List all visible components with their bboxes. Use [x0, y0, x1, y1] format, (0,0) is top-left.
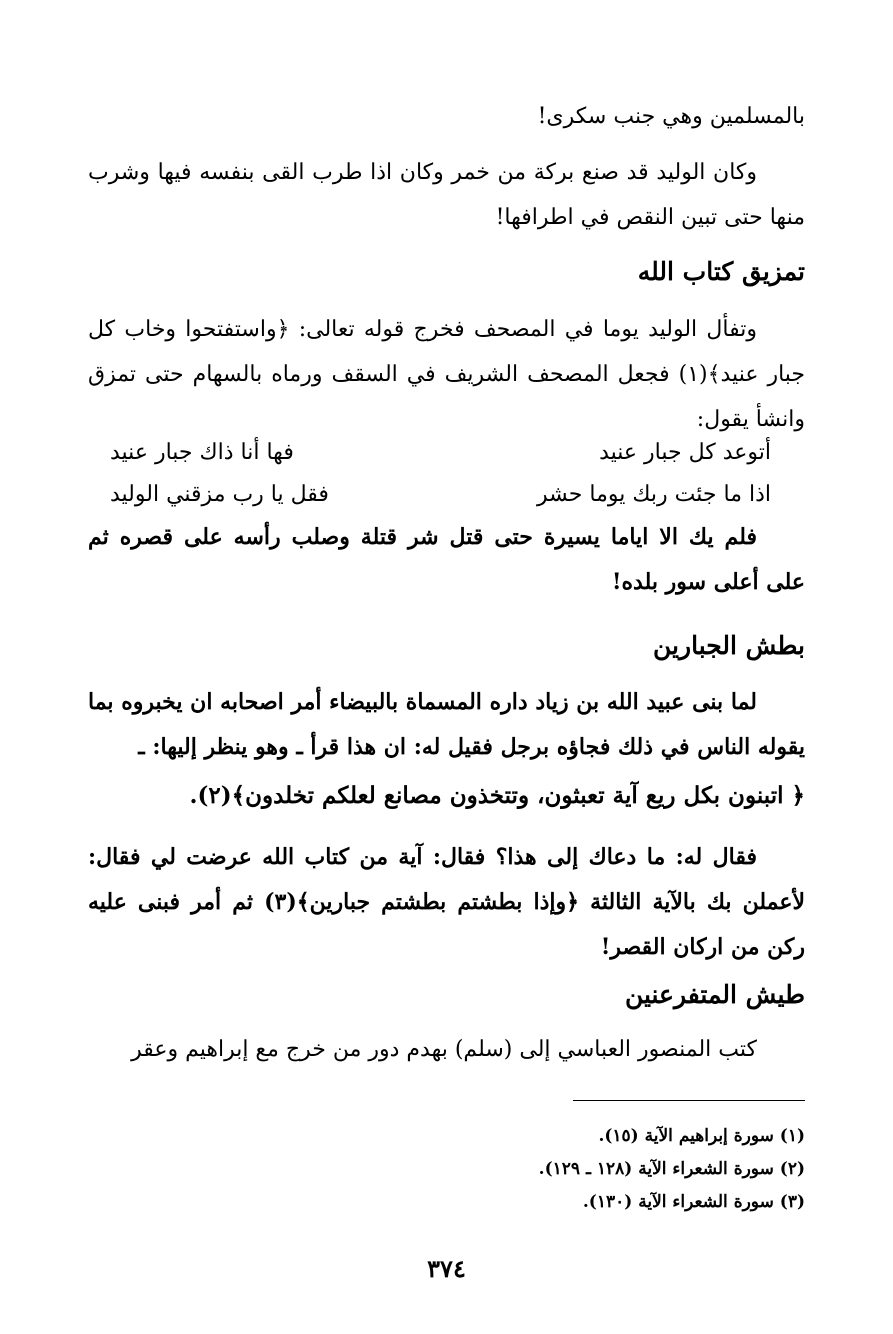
paragraph-1: بالمسلمين وهي جنب سكرى!: [537, 104, 805, 129]
verse-2-first-hemistich: اذا ما جئت ربك يوما حشر: [537, 482, 771, 507]
footnote-separator: [573, 1100, 805, 1101]
verse-2-second-hemistich: فقل يا رب مزقني الوليد: [110, 482, 329, 507]
verse-line-2: [110, 475, 783, 515]
verse-line-1: [110, 433, 783, 473]
paragraph-7: كتب المنصور العباسي إلى (سلم) بهدم دور من خرج مع إبراهيم وعقر: [131, 1037, 757, 1062]
heading-tyrants-violence: بطش الجبارين: [653, 631, 805, 660]
heading-tearing-quran: تمزيق كتاب الله: [637, 257, 805, 286]
paragraph-3: وتفأل الوليد يوما في المصحف فخرج قوله تعالى: ﴿واستفتحوا وخاب كل جبار عنيد﴾(١) فجعل المصحف الشريف في السقف ورماه بالسهام حتى تمزق وانشأ يقول:: [88, 317, 806, 432]
quran-quote-1: ﴿ اتبنون بكل ريع آية تعبثون، وتتخذون مصانع لعلكم تخلدون﴾(٢).: [189, 782, 805, 809]
heading-pharaohs-recklessness: طيش المتفرعنين: [624, 980, 805, 1009]
footnote-2: (٢) سورة الشعراء الآية (١٢٨ ـ ١٢٩).: [538, 1159, 805, 1179]
paragraph-2: وكان الوليد قد صنع بركة من خمر وكان اذا طرب القى بنفسه فيها وشرب منها حتى تبين النقص في اطرافها!: [88, 160, 805, 230]
verse-1-second-hemistich: فها أنا ذاك جبار عنيد: [110, 440, 294, 465]
page-number: ٣٧٤: [427, 1254, 466, 1283]
footnote-1: (١) سورة إبراهيم الآية (١٥).: [598, 1126, 805, 1146]
paragraph-5: لما بنى عبيد الله بن زياد داره المسماة بالبيضاء أمر اصحابه ان يخبروه بما يقوله الناس في ذلك فجاؤه برجل فقيل له: ان هذا قرأ ـ وهو ينظر إليها: ـ: [88, 689, 805, 760]
paragraph-6: فقال له: ما دعاك إلى هذا؟ فقال: آية من كتاب الله عرضت لي فقال: لأعملن بك بالآية الثالثة ﴿وإذا بطشتم بطشتم جبارين﴾(٣) ثم أمر فبنى عليه ركن من اركان القصر!: [88, 844, 805, 960]
footnote-3: (٣) سورة الشعراء الآية (١٣٠).: [582, 1192, 805, 1212]
verse-1-first-hemistich: أتوعد كل جبار عنيد: [599, 440, 771, 465]
paragraph-4: فلم يك الا اياما يسيرة حتى قتل شر قتلة وصلب رأسه على قصره ثم على أعلى سور بلده!: [88, 524, 805, 595]
